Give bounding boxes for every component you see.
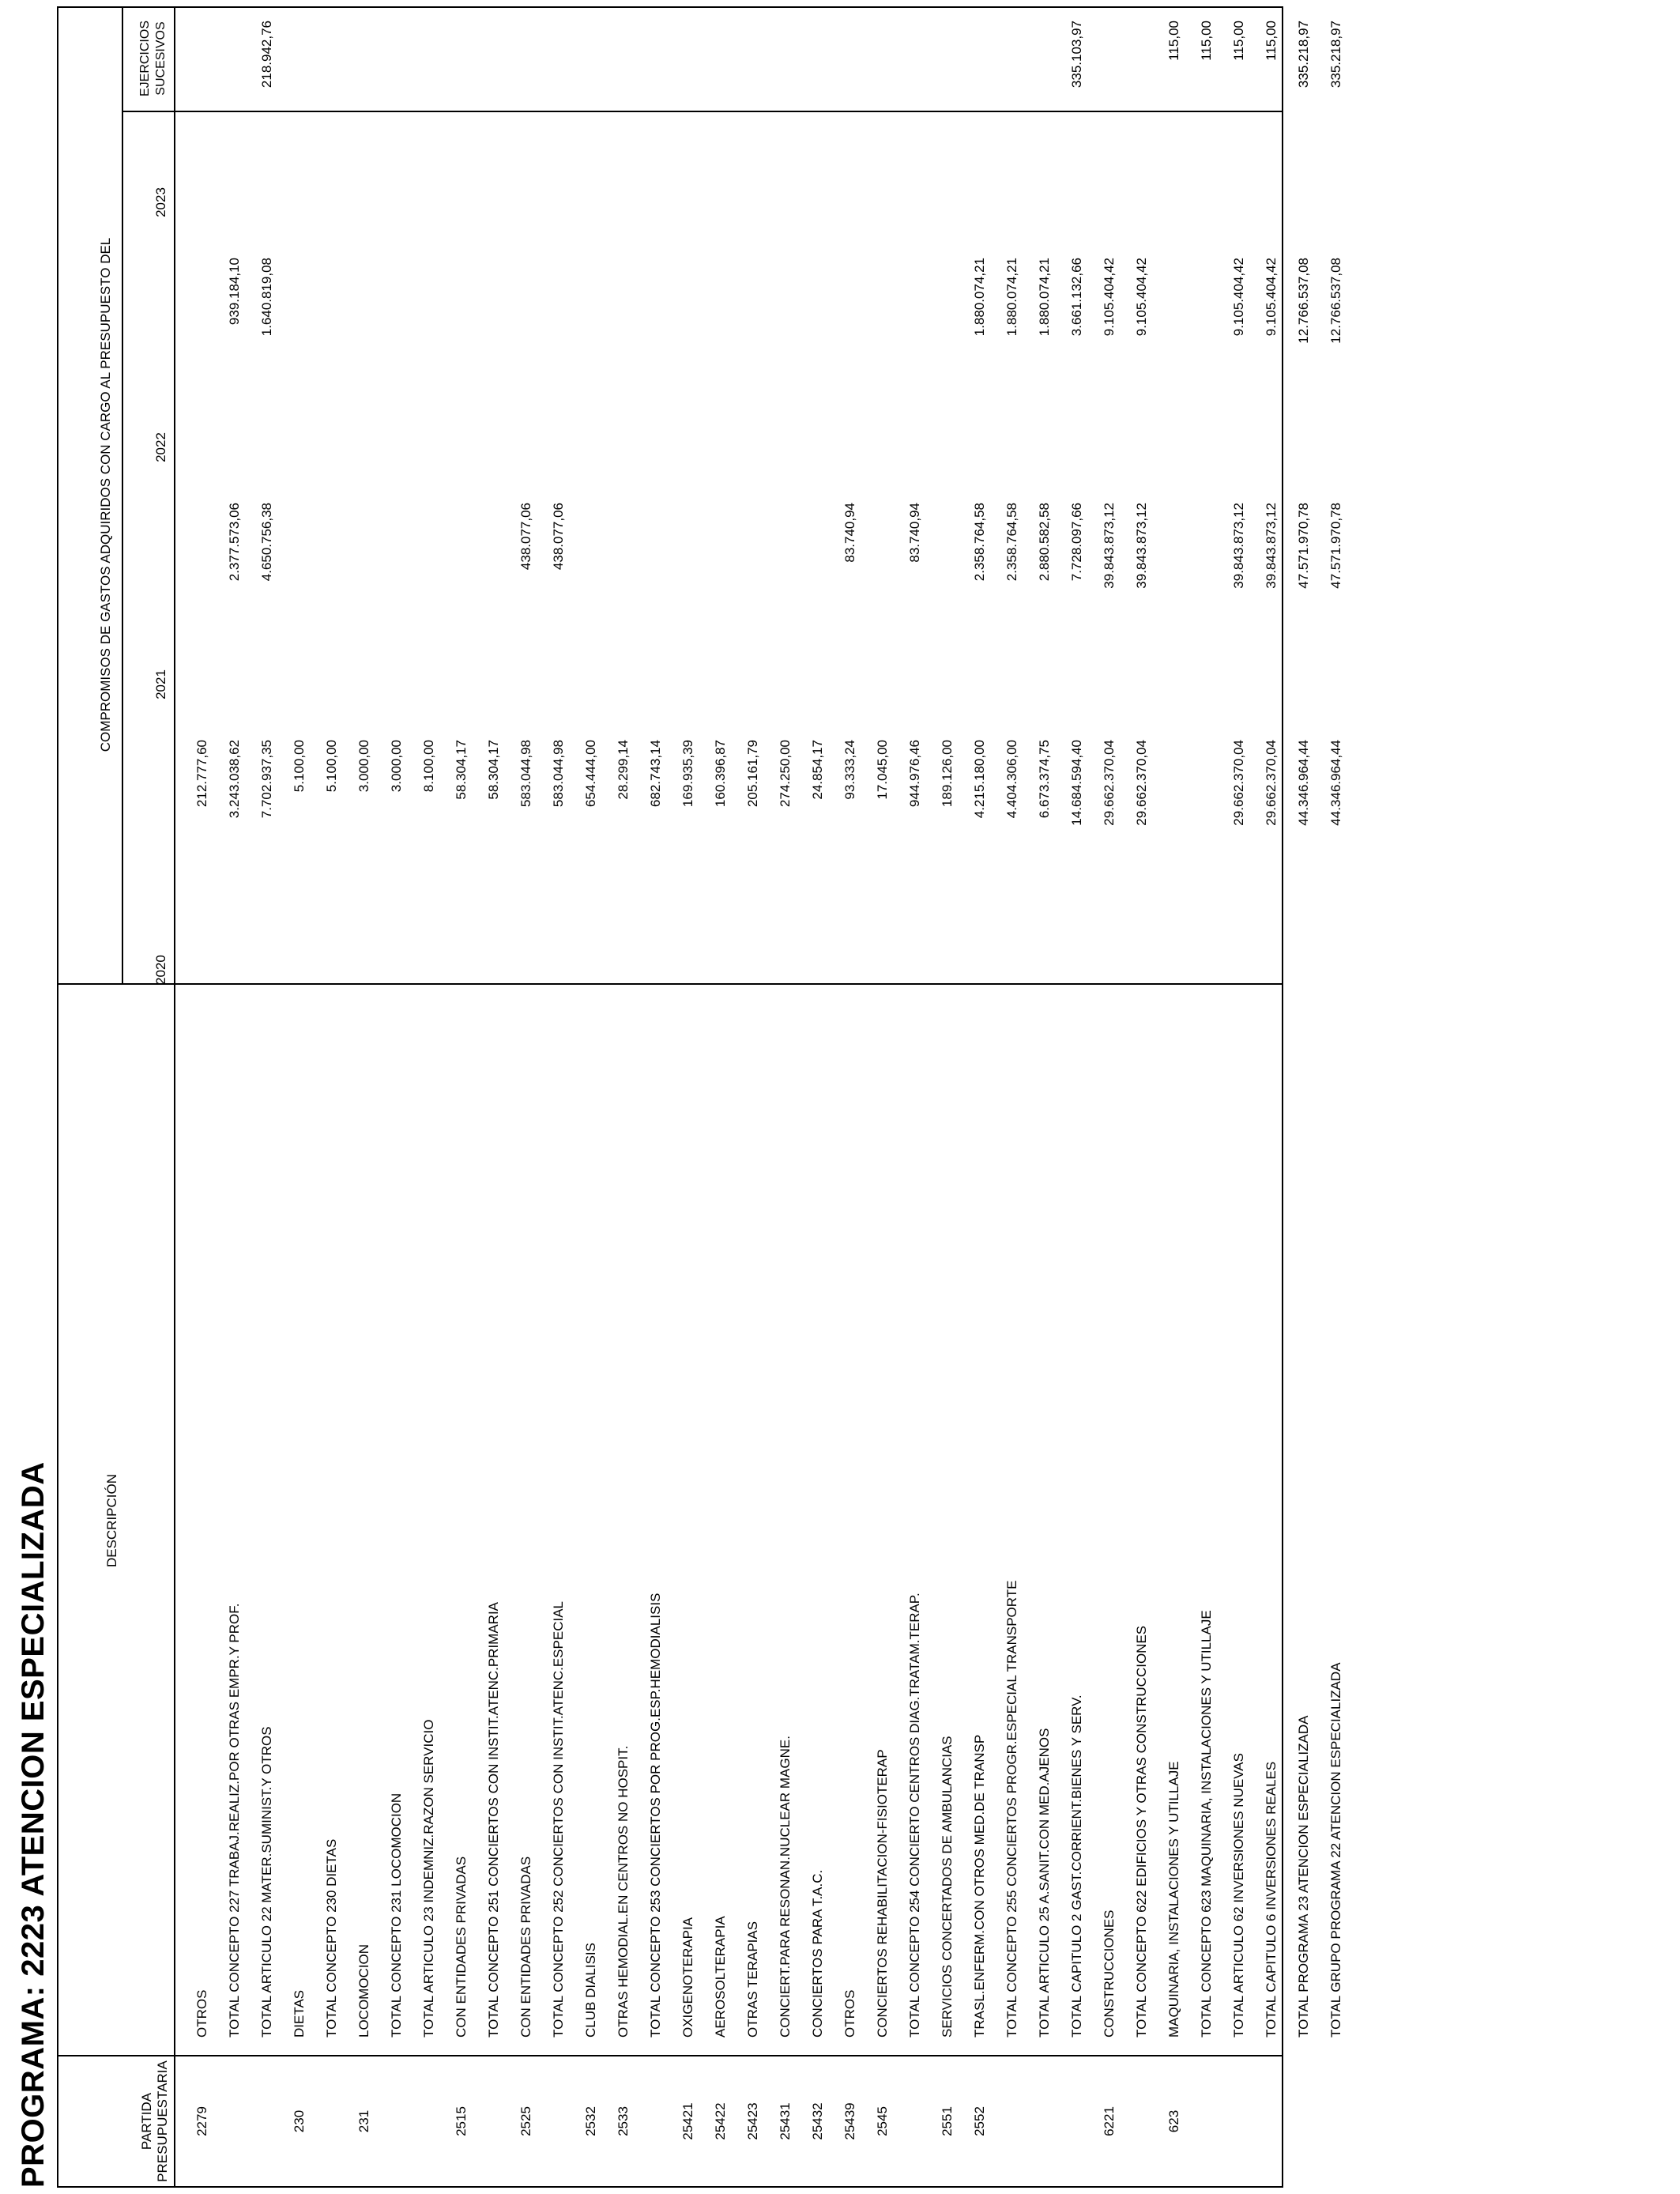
header-2021: 2021	[153, 669, 168, 699]
description-cell: TOTAL CONCEPTO 622 EDIFICIOS Y OTRAS CONSTRUCCIONES	[1134, 1625, 1149, 2038]
partida-cell: 2552	[972, 2106, 987, 2136]
amount-2021-cell: 7.728.097,66	[1069, 503, 1084, 582]
partida-cell: 2551	[940, 2106, 955, 2136]
amount-2021-cell: 47.571.970,78	[1328, 503, 1343, 589]
amount-2020-cell: 58.304,17	[486, 740, 501, 800]
description-cell: TOTAL CONCEPTO 230 DIETAS	[324, 1838, 339, 2038]
partida-cell: 25421	[680, 2102, 695, 2140]
amount-2020-cell: 8.100,00	[421, 740, 436, 793]
header-sucesivos: EJERCICIOS SUCESIVOS	[138, 21, 168, 97]
amount-2022-cell: 9.105.404,42	[1231, 258, 1246, 337]
header-2023: 2023	[153, 187, 168, 217]
header-partida	[139, 2056, 171, 2186]
description-cell: CLUB DIALISIS	[583, 1943, 598, 2038]
amount-2020-cell: 4.404.306,00	[1004, 740, 1019, 819]
description-cell: CON ENTIDADES PRIVADAS	[454, 1856, 469, 2038]
amount-2020-cell: 583.044,98	[551, 740, 566, 808]
table-row	[804, 8, 836, 2186]
description-cell: TOTAL ARTICULO 25 A.SANIT.CON MED.AJENOS	[1037, 1728, 1052, 2038]
description-cell: TOTAL CONCEPTO 253 CONCIERTOS POR PROG.ESP.HEMODIALISIS	[648, 1593, 663, 2038]
amount-2023-cell: 115,00	[1264, 21, 1279, 61]
table-row	[933, 8, 966, 2186]
table-row	[1192, 8, 1225, 2186]
partida-cell: 25423	[745, 2102, 760, 2140]
description-cell: TOTAL PROGRAMA 23 ATENCION ESPECIALIZADA	[1296, 1715, 1311, 2038]
table-row	[350, 8, 382, 2186]
partida-cell: 230	[292, 2109, 307, 2133]
table-row	[447, 8, 480, 2186]
amount-2022-cell: 3.661.132,66	[1069, 258, 1084, 337]
amount-2022-cell: 9.105.404,42	[1102, 258, 1117, 337]
amount-2020-cell: 93.333,24	[842, 740, 857, 800]
description-cell: TOTAL ARTICULO 22 MATER.SUMINIST.Y OTROS	[259, 1726, 274, 2038]
table-row	[1257, 8, 1290, 2186]
partida-cell: 2525	[518, 2106, 533, 2136]
table-row	[1030, 8, 1063, 2186]
header-descripcion: DESCRIPCIÓN	[104, 1473, 119, 1568]
amount-2022-cell: 9.105.404,42	[1134, 258, 1149, 337]
description-cell: DIETAS	[292, 1989, 307, 2038]
amount-2021-cell: 83.740,94	[842, 503, 857, 563]
amount-2021-cell: 39.843.873,12	[1102, 503, 1117, 589]
table-row	[706, 8, 739, 2186]
amount-2021-cell: 2.358.764,58	[972, 503, 987, 582]
amount-2022-cell: 1.880.074,21	[972, 258, 987, 337]
table-row	[674, 8, 706, 2186]
amount-2020-cell: 682.743,14	[648, 740, 663, 808]
amount-2020-cell: 29.662.370,04	[1231, 740, 1246, 826]
amount-2020-cell: 274.250,00	[778, 740, 793, 808]
amount-2023-cell: 335.103,97	[1069, 21, 1084, 89]
amount-2020-cell: 583.044,98	[518, 740, 533, 808]
amount-2020-cell: 5.100,00	[292, 740, 307, 793]
description-cell: MAQUINARIA, INSTALACIONES Y UTILLAJE	[1166, 1761, 1181, 2038]
amount-2020-cell: 29.662.370,04	[1134, 740, 1149, 826]
description-cell: CONCIERT.PARA RESONAN.NUCLEAR MAGNE.	[778, 1736, 793, 2038]
partida-cell: 231	[356, 2109, 371, 2133]
amount-2020-cell: 654.444,00	[583, 740, 598, 808]
table-row	[1160, 8, 1192, 2186]
table-row	[868, 8, 901, 2186]
partida-cell: 2532	[583, 2106, 598, 2136]
amount-2020-cell: 29.662.370,04	[1102, 740, 1117, 826]
header-2020: 2020	[153, 955, 168, 985]
table-row	[512, 8, 544, 2186]
amount-2020-cell: 14.684.594,40	[1069, 740, 1084, 826]
page-title: PROGRAMA: 2223 ATENCION ESPECIALIZADA	[16, 1461, 51, 2188]
amount-2022-cell: 1.880.074,21	[1004, 258, 1019, 337]
table-row	[771, 8, 804, 2186]
amount-2020-cell: 5.100,00	[324, 740, 339, 793]
description-cell: SERVICIOS CONCERTADOS DE AMBULANCIAS	[940, 1736, 955, 2038]
amount-2022-cell: 1.640.819,08	[259, 258, 274, 337]
partida-cell: 2515	[454, 2106, 469, 2136]
table-row	[480, 8, 512, 2186]
table-row	[577, 8, 609, 2186]
table-row	[318, 8, 350, 2186]
amount-2020-cell: 160.396,87	[713, 740, 728, 808]
amount-2020-cell: 4.215.180,00	[972, 740, 987, 819]
table-row	[415, 8, 447, 2186]
description-cell: TOTAL CONCEPTO 255 CONCIERTOS PROGR.ESPECIAL TRANSPORTE	[1004, 1580, 1019, 2038]
amount-2020-cell: 7.702.937,35	[259, 740, 274, 819]
partida-cell: 25431	[778, 2102, 793, 2140]
amount-2020-cell: 3.000,00	[356, 740, 371, 793]
amount-2022-cell: 12.766.537,08	[1328, 258, 1343, 344]
table-row	[1128, 8, 1160, 2186]
description-cell: CONCIERTOS REHABILITACION-FISIOTERAP	[875, 1749, 890, 2038]
table-row	[739, 8, 771, 2186]
partida-cell: 2279	[194, 2106, 209, 2136]
description-cell: OTRAS HEMODIAL.EN CENTROS NO HOSPIT.	[616, 1745, 631, 2038]
table-row	[1290, 8, 1322, 2186]
amount-2020-cell: 189.126,00	[940, 740, 955, 808]
table-row	[253, 8, 285, 2186]
description-cell: OTROS	[194, 1989, 209, 2038]
description-cell: CON ENTIDADES PRIVADAS	[518, 1856, 533, 2038]
description-cell: CONSTRUCCIONES	[1102, 1909, 1117, 2038]
partida-cell: 6221	[1102, 2106, 1117, 2136]
description-cell: TOTAL CONCEPTO 252 CONCIERTOS CON INSTIT.ATENC.ESPECIAL	[551, 1601, 566, 2038]
amount-2023-cell: 335.218,97	[1296, 21, 1311, 89]
budget-table	[57, 6, 1343, 2188]
description-cell: CONCIERTOS PARA T.A.C.	[810, 1869, 825, 2038]
partida-cell: 25439	[842, 2102, 857, 2140]
amount-2021-cell: 4.650.756,38	[259, 503, 274, 582]
amount-2021-cell: 2.880.582,58	[1037, 503, 1052, 582]
table-row	[1225, 8, 1257, 2186]
amount-2021-cell: 39.843.873,12	[1231, 503, 1246, 589]
header-partida-line2: PRESUPUESTARIA	[155, 2060, 170, 2182]
description-cell: TOTAL GRUPO PROGRAMA 22 ATENCION ESPECIALIZADA	[1328, 1662, 1343, 2038]
table-row	[1322, 8, 1354, 2186]
amount-2023-cell: 218.942,76	[259, 21, 274, 89]
description-cell: LOCOMOCION	[356, 1943, 371, 2038]
table-row	[901, 8, 933, 2186]
table-row	[1063, 8, 1095, 2186]
amount-2022-cell: 12.766.537,08	[1296, 258, 1311, 344]
table-row	[998, 8, 1030, 2186]
amount-2023-cell: 115,00	[1166, 21, 1181, 61]
amount-2022-cell: 9.105.404,42	[1264, 258, 1279, 337]
amount-2023-cell: 335.218,97	[1328, 21, 1343, 89]
amount-2021-cell: 2.377.573,06	[227, 503, 242, 582]
amount-2020-cell: 28.299,14	[616, 740, 631, 800]
amount-2020-cell: 6.673.374,75	[1037, 740, 1052, 819]
amount-2020-cell: 3.000,00	[389, 740, 404, 793]
table-row	[285, 8, 318, 2186]
partida-cell: 25432	[810, 2102, 825, 2140]
amount-2021-cell: 39.843.873,12	[1134, 503, 1149, 589]
amount-2020-cell: 205.161,79	[745, 740, 760, 808]
description-cell: OXIGENOTERAPIA	[680, 1917, 695, 2038]
description-cell: OTROS	[842, 1989, 857, 2038]
partida-cell: 623	[1166, 2109, 1181, 2133]
description-cell: TOTAL CONCEPTO 251 CONCIERTOS CON INSTIT.ATENC.PRIMARIA	[486, 1601, 501, 2038]
description-cell: TOTAL CAPITULO 2 GAST.CORRIENT.BIENES Y SERV.	[1069, 1695, 1084, 2038]
amount-2020-cell: 944.976,46	[907, 740, 922, 808]
table-row	[609, 8, 642, 2186]
table-row	[642, 8, 674, 2186]
header-partida-line1: PARTIDA	[139, 2092, 154, 2151]
table-row	[382, 8, 415, 2186]
amount-2020-cell: 24.854,17	[810, 740, 825, 800]
description-cell: TOTAL CONCEPTO 231 LOCOMOCION	[389, 1793, 404, 2038]
amount-2023-cell: 115,00	[1199, 21, 1214, 61]
amount-2022-cell: 1.880.074,21	[1037, 258, 1052, 337]
amount-2020-cell: 17.045,00	[875, 740, 890, 800]
header-subline	[122, 8, 123, 985]
header-compromisos: COMPROMISOS DE GASTOS ADQUIRIDOS CON CARGO AL PRESUPUESTO DEL	[98, 237, 113, 752]
amount-2021-cell: 47.571.970,78	[1296, 503, 1311, 589]
amount-2021-cell: 438.077,06	[551, 503, 566, 571]
amount-2020-cell: 44.346.964,44	[1328, 740, 1343, 826]
table-row	[220, 8, 253, 2186]
description-cell: AEROSOLTERAPIA	[713, 1916, 728, 2038]
amount-2021-cell: 2.358.764,58	[1004, 503, 1019, 582]
partida-cell: 2533	[616, 2106, 631, 2136]
table-row	[966, 8, 998, 2186]
description-cell: TOTAL CONCEPTO 227 TRABAJ.REALIZ.POR OTRAS EMPR.Y PROF.	[227, 1603, 242, 2038]
description-cell: TOTAL CONCEPTO 623 MAQUINARIA, INSTALACIONES Y UTILLAJE	[1199, 1610, 1214, 2038]
partida-cell: 2545	[875, 2106, 890, 2136]
partida-cell: 25422	[713, 2102, 728, 2140]
amount-2022-cell: 939.184,10	[227, 258, 242, 326]
description-cell: TOTAL ARTICULO 62 INVERSIONES NUEVAS	[1231, 1753, 1246, 2038]
table-row	[188, 8, 220, 2186]
header-bottom-line	[174, 8, 175, 2186]
description-cell: OTRAS TERAPIAS	[745, 1921, 760, 2038]
amount-2020-cell: 3.243.038,62	[227, 740, 242, 819]
amount-2020-cell: 58.304,17	[454, 740, 469, 800]
description-cell: TOTAL CAPITULO 6 INVERSIONES REALES	[1264, 1761, 1279, 2038]
amount-2020-cell: 29.662.370,04	[1264, 740, 1279, 826]
amount-2020-cell: 169.935,39	[680, 740, 695, 808]
amount-2021-cell: 83.740,94	[907, 503, 922, 563]
table-row	[1095, 8, 1128, 2186]
header-2022: 2022	[153, 432, 168, 462]
amount-2021-cell: 438.077,06	[518, 503, 533, 571]
description-cell: TOTAL ARTICULO 23 INDEMNIZ.RAZON SERVICIO	[421, 1719, 436, 2038]
amount-2020-cell: 44.346.964,44	[1296, 740, 1311, 826]
description-cell: TOTAL CONCEPTO 254 CONCIERTO CENTROS DIAG.TRATAM.TERAP.	[907, 1593, 922, 2038]
table-row	[836, 8, 868, 2186]
table-row	[544, 8, 577, 2186]
amount-2023-cell: 115,00	[1231, 21, 1246, 61]
description-cell: TRASL.ENFERM.CON OTROS MED.DE TRANSP	[972, 1734, 987, 2038]
amount-2020-cell: 212.777,60	[194, 740, 209, 808]
amount-2021-cell: 39.843.873,12	[1264, 503, 1279, 589]
